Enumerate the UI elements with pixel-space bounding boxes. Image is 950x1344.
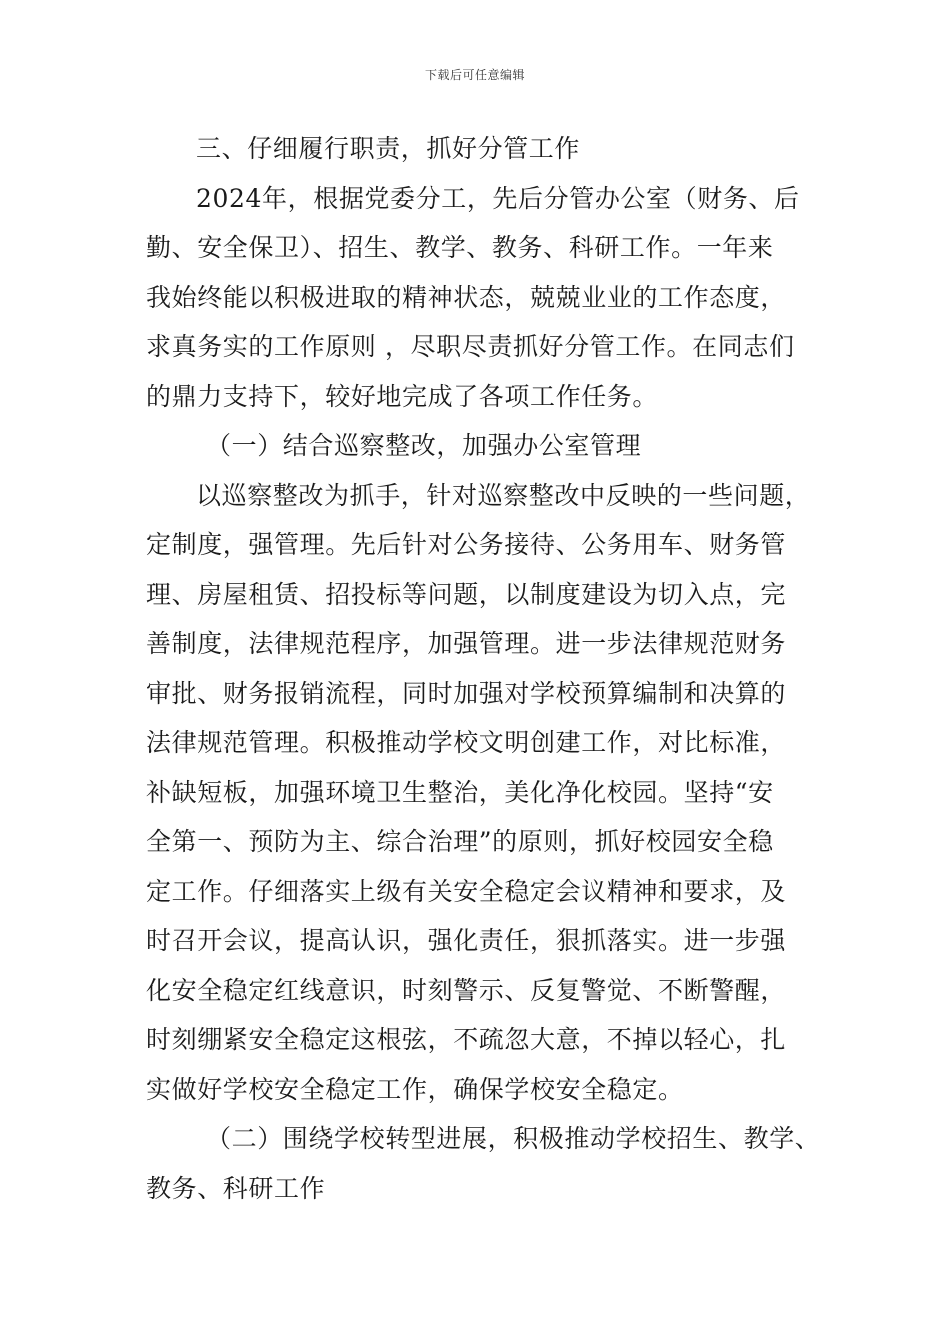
paragraph-line: 善制度，法律规范程序，加强管理。进一步法律规范财务 bbox=[146, 629, 787, 658]
paragraph-line: 求真务实的工作原则 ，尽职尽责抓好分管工作。在同志们 bbox=[146, 332, 795, 361]
paragraph-line: 时刻绷紧安全稳定这根弦，不疏忽大意，不掉以轻心，扎 bbox=[146, 1025, 787, 1054]
paragraph-line: 定工作。仔细落实上级有关安全稳定会议精神和要求，及 bbox=[146, 876, 787, 906]
paragraph-line: 时召开会议，提高认识，强化责任，狠抓落实。进一步强 bbox=[146, 926, 787, 955]
document-body bbox=[146, 124, 826, 1213]
page-header-note: 下载后可任意编辑 bbox=[424, 68, 525, 82]
paragraph-line: 定制度，强管理。先后针对公务接待、公务用车、财务管 bbox=[146, 530, 787, 559]
paragraph-line: 的鼎力支持下，较好地完成了各项工作任务。 bbox=[146, 381, 659, 411]
paragraph-line: 勤、安全保卫）、招生、教学、教务、科研工作。一年来 bbox=[146, 233, 774, 262]
paragraph-line: 我始终能以积极进取的精神状态，兢兢业业的工作态度， bbox=[146, 282, 787, 312]
paragraph-line: 化安全稳定红线意识，时刻警示、反复警觉、不断警醒， bbox=[146, 975, 787, 1005]
paragraph-line: 理、房屋租赁、招投标等问题，以制度建设为切入点，完 bbox=[146, 579, 787, 609]
subsection-heading: （二）围绕学校转型进展，积极推动学校招生、教学、 bbox=[206, 1124, 821, 1153]
paragraph-line: 全第一、预防为主、综合治理”的原则，抓好校园安全稳 bbox=[146, 827, 774, 856]
paragraph-line: 2024年，根据党委分工，先后分管办公室（财务、后 bbox=[196, 183, 800, 213]
paragraph-line: 补缺短板，加强环境卫生整治，美化净化校园。坚持“安 bbox=[146, 777, 774, 807]
subsection-heading: （一）结合巡察整改，加强办公室管理 bbox=[206, 431, 642, 460]
paragraph-line: 审批、财务报销流程，同时加强对学校预算编制和决算的 bbox=[146, 678, 787, 708]
paragraph-line: 教务、科研工作 bbox=[146, 1173, 326, 1203]
paragraph-line: 以巡察整改为抓手，针对巡察整改中反映的一些问题， bbox=[196, 480, 811, 510]
paragraph-line: 实做好学校安全稳定工作，确保学校安全稳定。 bbox=[146, 1074, 684, 1104]
paragraph-line: 法律规范管理。积极推动学校文明创建工作，对比标准， bbox=[146, 728, 787, 757]
section-heading: 三、仔细履行职责，抓好分管工作 bbox=[196, 134, 581, 163]
